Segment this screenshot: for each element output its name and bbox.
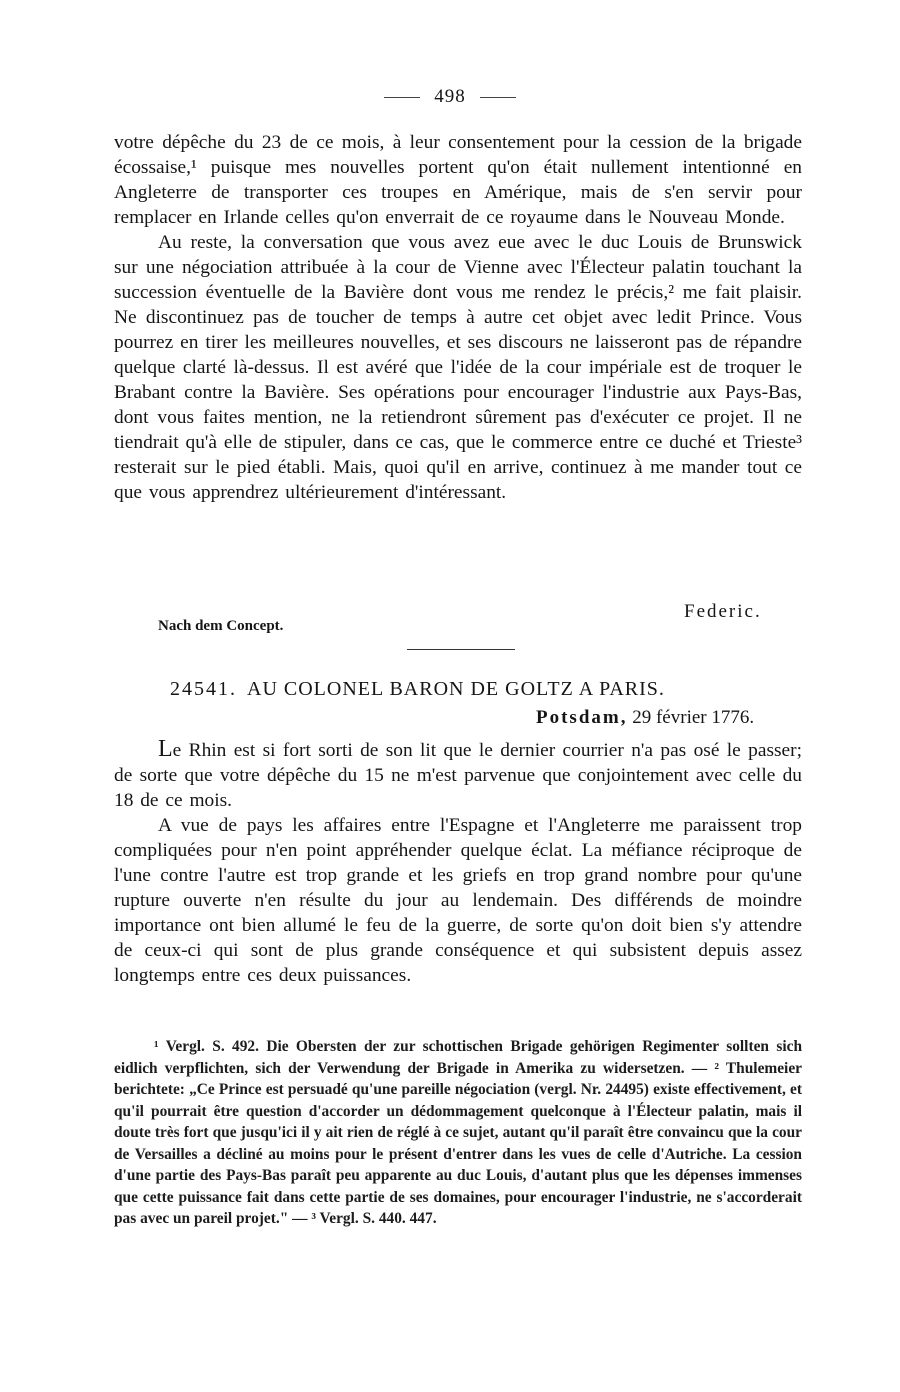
letter-heading	[170, 678, 665, 701]
letter-place: Potsdam,	[536, 707, 628, 728]
letter-paragraph-2: A vue de pays les affaires entre l'Espagne et l'Angleterre me paraissent trop compliquées pour n'en point appréhender quelque éclat. La méfiance réciproque de l'une contre l'autre est trop grande et les griefs en trop grand nombre pour qu'une rupture ouverte n'en résulte du jour au lendemain. Des différends de moindre importance ont bien allumé le feu de la guerre, de sorte qu'on doit bien s'y attendre de ceux-ci qui sont de plus grande conséquence et qui subsistent depuis assez longtemps entre ces deux puissances.	[114, 815, 802, 986]
continuation-paragraph-1: votre dépêche du 23 de ce mois, à leur consentement pour la cession de la brigade écossaise,¹ puisque mes nouvelles portent qu'on était nullement intentionné en Angleterre de transporter ces troupes en Amérique, mais de s'en servir pour remplacer en Irlande celles qu'on enverrait de ce royaume dans le Nouveau Monde.	[114, 132, 802, 228]
letter-date: 29 février 1776.	[632, 707, 755, 728]
footnotes-text: ¹ Vergl. S. 492. Die Obersten der zur schottischen Brigade gehörigen Regimenter sollten sich eidlich verpflichten, sich der Verwendung der Brigade in Amerika zu widersetzen. — ² Thulemeier berichtete: „Ce Prince est persuadé qu'une pareille négociation (vergl. Nr. 24495) existe effectivement, et qu'il pourrait être question d'accorder un dédommagement quelconque à l'Électeur palatin, mais il doute très fort que jusqu'ici il y ait rien de réglé à ce sujet, autant qu'il paraît être convaincu que la cour de Versailles a décliné au moins pour le présent d'entrer dans les vues de celle d'Autriche. La cession d'une partie des Pays-Bas paraît peu apparente au duc Louis, d'autant plus que les dépenses immenses que cette puissance fait dans cette partie de ses domaines, pour encourager l'industrie, ne s'accorderait pas avec un pareil projet." — ³ Vergl. S. 440. 447.	[114, 1038, 802, 1227]
footnotes	[114, 1036, 802, 1230]
letter-dateline	[536, 707, 754, 729]
signature: Federic.	[684, 601, 762, 622]
letter-paragraph-1-text: e Rhin est si fort sorti de son lit que le dernier courrier n'a pas osé le passer; de sorte que votre dépêche du 15 ne m'est parvenue que conjointement avec celle du 18 de ce mois.	[114, 740, 802, 811]
page-number-rule-left	[384, 97, 420, 98]
continuation-text	[114, 130, 802, 505]
initial-letter: L	[158, 736, 173, 762]
letter-paragraph-1	[114, 737, 802, 813]
continuation-paragraph-2: Au reste, la conversation que vous avez eue avec le duc Louis de Brunswick sur une négociation attribuée à la cour de Vienne avec l'Électeur palatin touchant la succession éventuelle de la Bavière dont vous me rendez le précis,² me fait plaisir. Ne discontinuez pas de toucher de temps à autre cet objet avec ledit Prince. Vous pourrez en tirer les meilleures nouvelles, et ses discours ne laisseront pas de répandre quelque clarté là-dessus. Il est avéré que l'idée de la cour impériale est de troquer le Brabant contre la Bavière. Ses opérations pour encourager l'industrie aux Pays-Bas, dont vous faites mention, ne la retiendront sûrement pas d'exécuter ce projet. Il ne tiendrait qu'à elle de stipuler, dans ce cas, que le commerce entre ce duché et Trieste³ resterait sur le pied établi. Mais, quoi qu'il en arrive, continuez à me mander tout ce que vous apprendrez ultérieurement d'intéressant.	[114, 232, 802, 503]
letter-title: AU COLONEL BARON DE GOLTZ A PARIS.	[247, 678, 665, 700]
page-number	[0, 86, 900, 108]
section-divider	[407, 649, 515, 650]
letter-body	[114, 737, 802, 988]
page-number-text: 498	[434, 86, 466, 107]
page-number-rule-right	[480, 97, 516, 98]
source-note: Nach dem Concept.	[158, 618, 284, 634]
letter-number: 24541.	[170, 678, 237, 700]
